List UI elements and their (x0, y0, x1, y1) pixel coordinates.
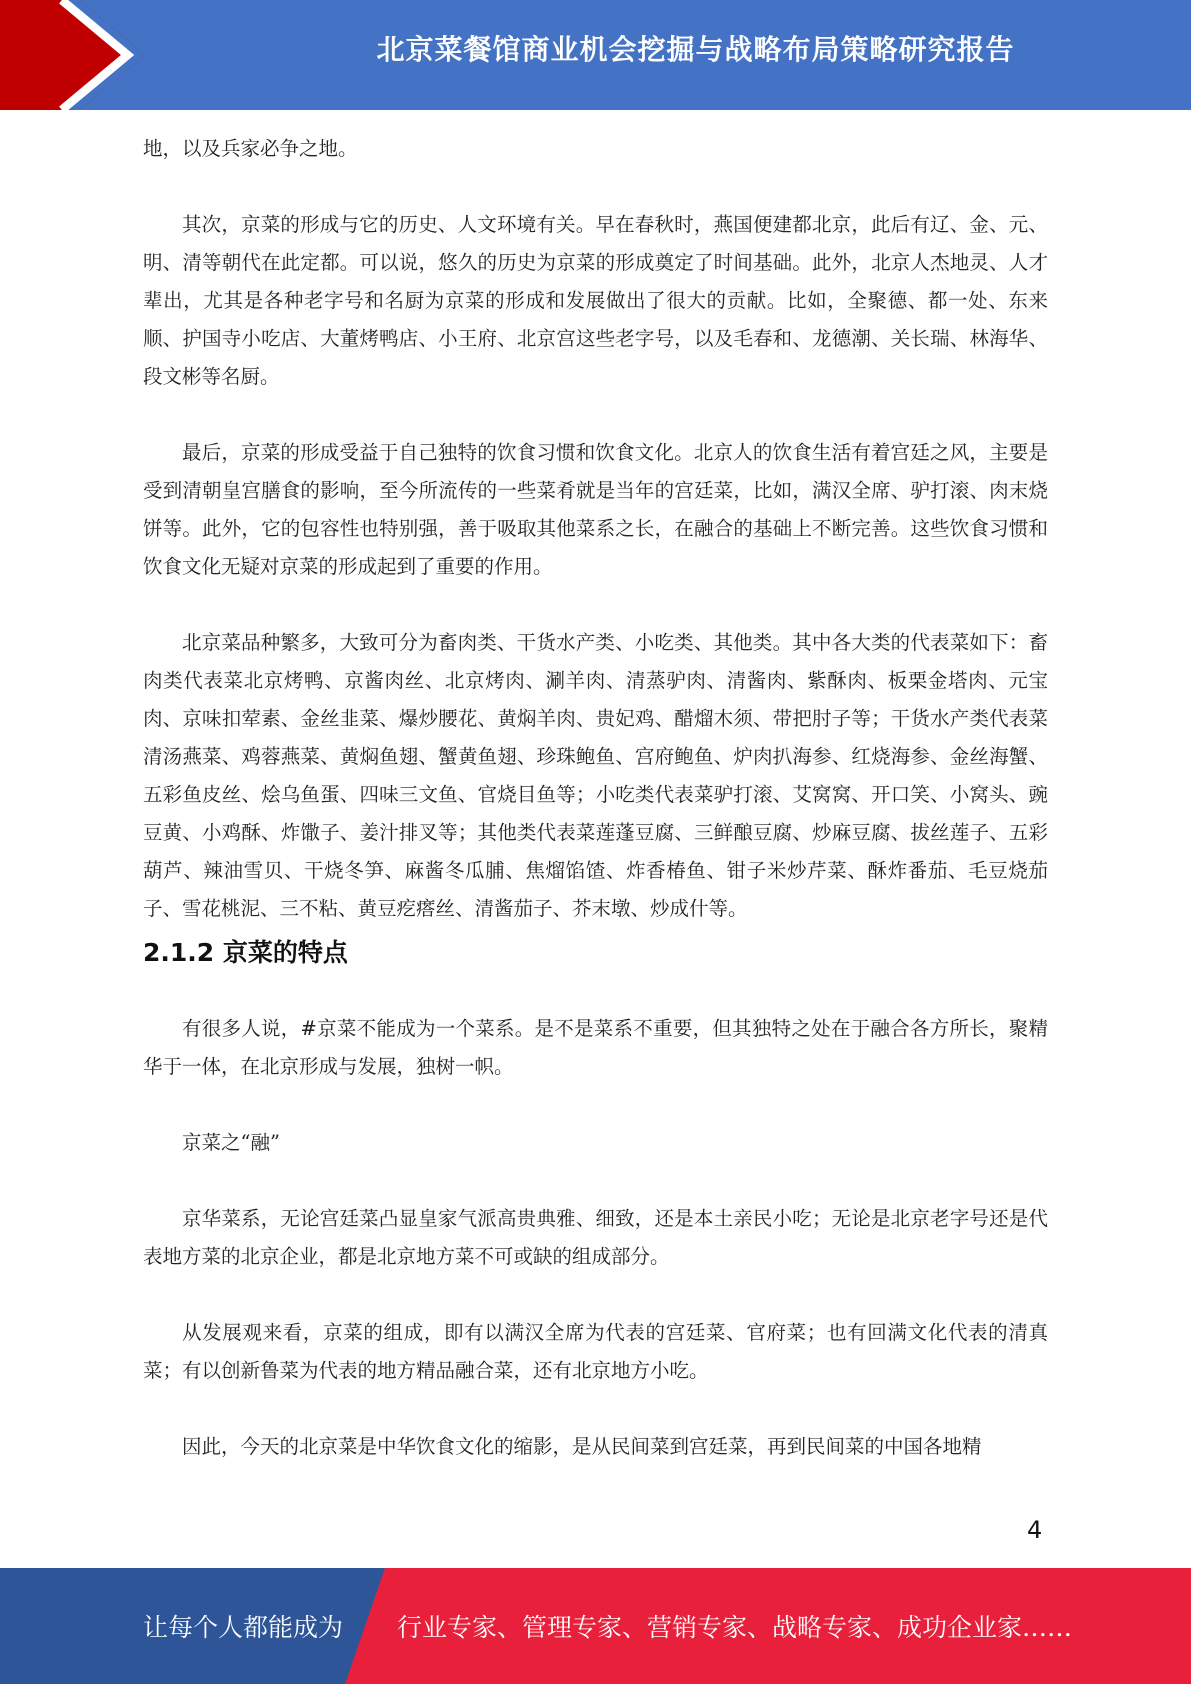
document-body (143, 130, 1048, 1466)
paragraph: 其次，京菜的形成与它的历史、人文环境有关。早在春秋时，燕国便建都北京，此后有辽、金、元、明、清等朝代在此定都。可以说，悠久的历史为京菜的形成奠定了时间基础。此外，北京人杰地灵、人才辈出，尤其是各种老字号和名厨为京菜的形成和发展做出了很大的贡献。比如，全聚德、都一处、东来顺、护国寺小吃店、大董烤鸭店、小王府、北京宫这些老字号，以及毛春和、龙德潮、关长瑞、林海华、段文彬等名厨。 (143, 213, 1048, 388)
paragraph: 有很多人说，#京菜不能成为一个菜系。是不是菜系不重要，但其独特之处在于融合各方所长，聚精华于一体，在北京形成与发展，独树一帜。 (143, 1017, 1048, 1078)
paragraph: 北京菜品种繁多，大致可分为畜肉类、干货水产类、小吃类、其他类。其中各大类的代表菜如下：畜肉类代表菜北京烤鸭、京酱肉丝、北京烤肉、涮羊肉、清蒸驴肉、清酱肉、紫酥肉、板栗金塔肉、元宝肉、京味扣荤素、金丝韭菜、爆炒腰花、黄焖羊肉、贵妃鸡、醋熘木须、带把肘子等；干货水产类代表菜清汤燕菜、鸡蓉燕菜、黄焖鱼翅、蟹黄鱼翅、珍珠鲍鱼、宫府鲍鱼、炉肉扒海参、红烧海参、金丝海蟹、五彩鱼皮丝、烩乌鱼蛋、四味三文鱼、官烧目鱼等；小吃类代表菜驴打滚、艾窝窝、开口笑、小窝头、豌豆黄、小鸡酥、炸馓子、姜汁排叉等；其他类代表菜莲蓬豆腐、三鲜酿豆腐、炒麻豆腐、拔丝莲子、五彩葫芦、辣油雪贝、干烧冬笋、麻酱冬瓜脯、焦熘馅馇、炸香椿鱼、钳子米炒芹菜、酥炸番茄、毛豆烧茄子、雪花桃泥、三不粘、黄豆疙瘩丝、清酱茄子、芥末墩、炒成什等。 (143, 631, 1048, 920)
header-arrow-decoration (0, 0, 160, 110)
paragraph: 最后，京菜的形成受益于自己独特的饮食习惯和饮食文化。北京人的饮食生活有着宫廷之风，主要是受到清朝皇宫膳食的影响，至今所流传的一些菜肴就是当年的宫廷菜，比如，满汉全席、驴打滚、肉末烧饼等。此外，它的包容性也特别强，善于吸取其他菜系之长，在融合的基础上不断完善。这些饮食习惯和饮食文化无疑对京菜的形成起到了重要的作用。 (143, 441, 1048, 578)
paragraph: 从发展观来看，京菜的组成，即有以满汉全席为代表的宫廷菜、官府菜；也有回满文化代表的清真菜；有以创新鲁菜为代表的地方精品融合菜，还有北京地方小吃。 (143, 1321, 1048, 1382)
footer-slogan-right: 行业专家、管理专家、营销专家、战略专家、成功企业家…… (397, 1613, 1073, 1642)
paragraph: 因此，今天的北京菜是中华饮食文化的缩影，是从民间菜到宫廷菜，再到民间菜的中国各地精 (182, 1435, 982, 1458)
paragraph: 地，以及兵家必争之地。 (143, 137, 358, 160)
report-title: 北京菜餐馆商业机会挖掘与战略布局策略研究报告 (376, 33, 1015, 66)
footer-slogan-left: 让每个人都能成为 (143, 1613, 344, 1642)
paragraph: 京华菜系，无论宫廷菜凸显皇家气派高贵典雅、细致，还是本土亲民小吃；无论是北京老字号还是代表地方菜的北京企业，都是北京地方菜不可或缺的组成部分。 (143, 1207, 1048, 1268)
section-heading: 2.1.2 京菜的特点 (143, 938, 348, 967)
paragraph: 京菜之“融” (182, 1131, 280, 1154)
page-footer (0, 1568, 1191, 1684)
page-header (0, 0, 1191, 110)
page-number: 4 (1027, 1516, 1043, 1544)
